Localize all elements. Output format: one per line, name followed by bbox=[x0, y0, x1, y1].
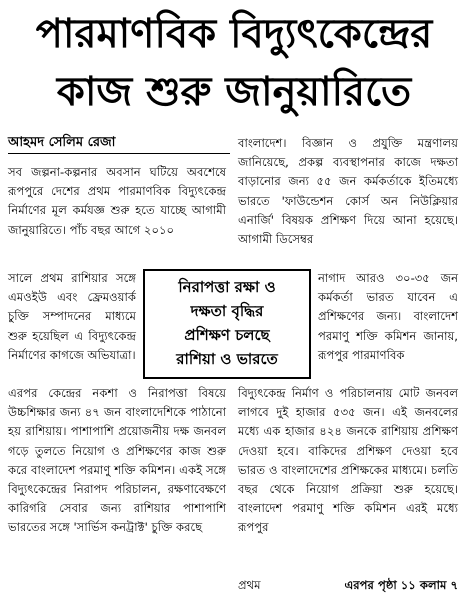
article-column-left-mid bbox=[8, 269, 136, 365]
pull-quote-line: দক্ষতা বৃদ্ধির bbox=[190, 302, 264, 320]
article-text: নাগাদ আরও ৩০-৩৫ জন কর্মকর্তা ভারত যাবেন এ প্রশিক্ষণের জন্য। বাংলাদেশ পরমাণু শক্তি কমিশন জানায়, রূপপুর পারমাণবিক bbox=[318, 271, 458, 362]
pull-quote-line: রাশিয়া ও ভারতে bbox=[176, 350, 278, 368]
article-column-right-mid bbox=[318, 269, 458, 365]
article-column-left-bottom bbox=[8, 384, 226, 538]
article-last-word: প্রথম bbox=[238, 578, 261, 592]
article-text: এরপর কেন্দ্রের নকশা ও নিরাপত্তা বিষয়ে উচ্চশিক্ষার জন্য ৪৭ জন বাংলাদেশিকে পাঠানো হয় রাশিয়ায়। পাশাপাশি প্রয়োজনীয় দক্ষ জনবল গড়ে তুলতে নিয়োগ ও প্রশিক্ষণের কাজ শুরু করে বাংলাদেশ পরমাণু শক্তি কমিশন। একই সঙ্গে বিদ্যুৎকেন্দ্রের নিরাপদ পরিচালন, রক্ষণাবেক্ষণে কারিগরি সেবার জন্য রাশিয়ার পাশাপাশি ভারতের সঙ্গে 'সার্ভিস কনট্রাক্ট' চুক্তি করছে bbox=[8, 386, 226, 535]
article-text: বাংলাদেশ। বিজ্ঞান ও প্রযুক্তি মন্ত্রণালয় জানিয়েছে, প্রকল্প ব্যবস্থাপনার কাজে দক্ষতা বাড়ানোর জন্য ৫৫ জন কর্মকর্তাকে ইতিমধ্যে ভারতে 'ফাউন্ডেশন কোর্স অন নিউক্লিয়ার এনার্জি' বিষয়ক প্রশিক্ষণ দিয়ে আনা হয়েছে। আগামী ডিসেম্বর bbox=[238, 136, 458, 247]
pull-quote-line: নিরাপত্তা রক্ষা ও bbox=[178, 278, 276, 296]
byline: আহমদ সেলিম রেজা bbox=[8, 135, 116, 150]
article-text: সালে প্রথম রাশিয়ার সঙ্গে এমওইউ এবং ফ্রেমওয়ার্ক চুক্তি সম্পাদনের মাধ্যমে শুরু হয়েছিল এ বিদ্যুৎকেন্দ্র নির্মাণের কাগজে অভিযাত্রা। bbox=[8, 271, 136, 362]
article-column-right-bottom bbox=[238, 384, 458, 538]
article-text: সব জল্পনা-কল্পনার অবসান ঘটিয়ে অবশেষে রূপপুরে দেশের প্রথম পারমাণবিক বিদ্যুৎকেন্দ্র নির্মাণের মূল কর্মযজ্ঞ শুরু হতে যাচ্ছে আগামী জানুয়ারিতে। পাঁচ বছর আগে ২০১০ bbox=[8, 165, 226, 237]
article-column-left-top bbox=[8, 163, 226, 240]
headline-line-1: পারমাণবিক বিদ্যুৎকেন্দ্রের bbox=[35, 11, 433, 57]
headline-line-2: কাজ শুরু জানুয়ারিতে bbox=[56, 69, 412, 115]
byline-rule bbox=[8, 153, 230, 154]
pull-quote-line: প্রশিক্ষণ চলছে bbox=[184, 326, 270, 344]
article-footer bbox=[238, 576, 458, 595]
pull-quote-box bbox=[143, 269, 311, 379]
article-text: বিদ্যুৎকেন্দ্র নির্মাণ ও পরিচালনায় মোট জনবল লাগবে দুই হাজার ৫৩৫ জন। এই জনবলের মধ্যে এক হাজার ৪২৪ জনকে রাশিয়ায় প্রশিক্ষণ দেওয়া হবে। বাকিদের প্রশিক্ষণ দেওয়া হবে ভারত ও বাংলাদেশের প্রশিক্ষকের মাধ্যমে। চলতি বছর থেকে নিয়োগ প্রক্রিয়া শুরু হয়েছে। বাংলাদেশ পরমাণু শক্তি কমিশন এরই মধ্যে রূপপুর bbox=[238, 386, 458, 535]
article-column-right-top bbox=[238, 134, 458, 249]
continuation-link[interactable]: এরপর পৃষ্ঠা ১১ কলাম ৭ bbox=[344, 578, 458, 592]
